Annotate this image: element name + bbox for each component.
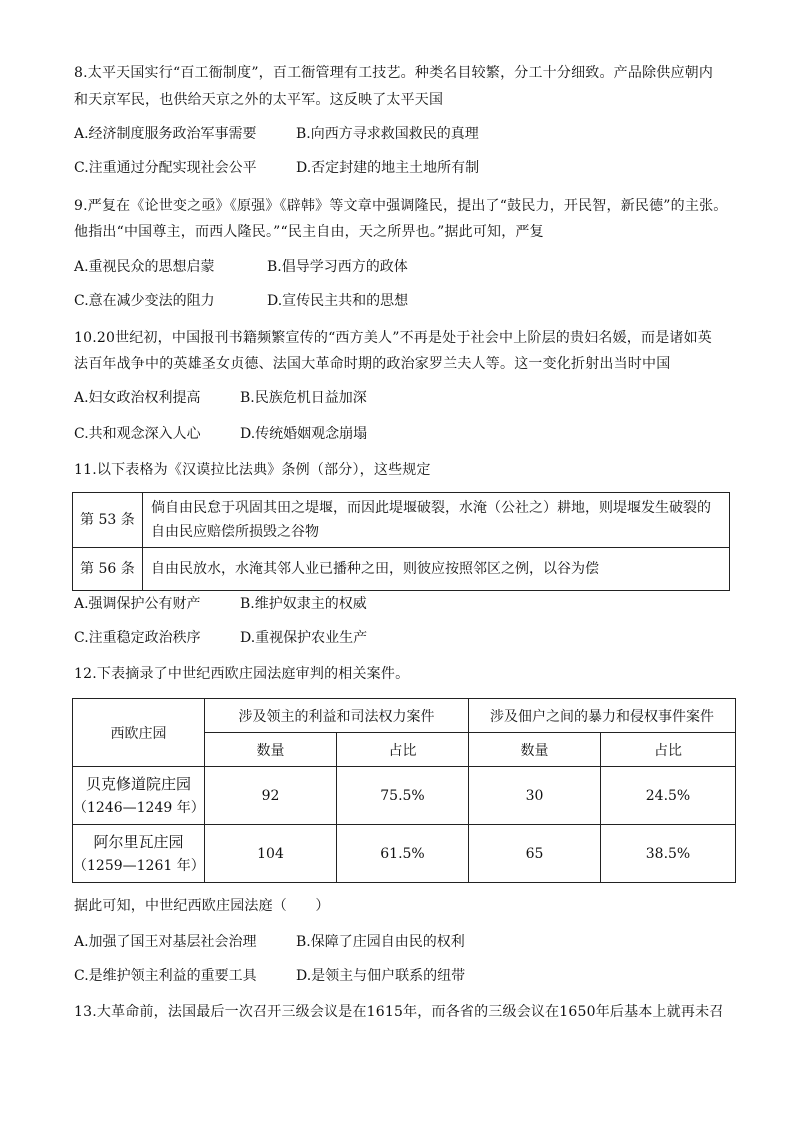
q13-stem-line1: 13.大革命前，法国最后一次召开三级会议是在1615年，而各省的三级会议在1650年后基本上就再未召 — [74, 1004, 724, 1020]
q11-option-a[interactable]: A.强调保护公有财产 — [74, 596, 201, 612]
manor-name: 贝克修道院庄园 — [85, 774, 191, 793]
q8-option-d[interactable]: D.否定封建的地主土地所有制 — [296, 160, 480, 176]
tenant-case-count: 30 — [469, 767, 601, 825]
q9-option-b[interactable]: B.倡导学习西方的政体 — [267, 259, 408, 275]
q8-option-b[interactable]: B.向西方寻求救国救民的真理 — [296, 126, 479, 142]
q12-option-a[interactable]: A.加强了国王对基层社会治理 — [74, 934, 257, 950]
q8-stem-line2: 和天京军民，也供给天京之外的太平军。这反映了太平天国 — [74, 92, 444, 108]
q11-stem: 11.以下表格为《汉谟拉比法典》条例（部分），这些规定 — [74, 462, 431, 478]
q10-option-a[interactable]: A.妇女政治权利提高 — [74, 390, 201, 406]
article-text-line: 自由民放水，水淹其邻人业已播种之田，则彼应按照邻区之例，以谷为偿 — [151, 561, 599, 577]
q10-stem-line2: 法百年战争中的英雄圣女贞德、法国大革命时期的政治家罗兰夫人等。这一变化折射出当时中国 — [74, 356, 671, 372]
tenant-case-count: 65 — [469, 825, 601, 883]
q8-option-a[interactable]: A.经济制度服务政治军事需要 — [74, 126, 257, 142]
manor-years: （1259—1261 年） — [73, 857, 205, 874]
q11-option-b[interactable]: B.维护奴隶主的权威 — [240, 596, 367, 612]
manor-name-cell — [73, 825, 205, 883]
manor-name: 阿尔里瓦庄园 — [93, 832, 184, 851]
q11-law-table — [72, 492, 730, 591]
table-row — [73, 493, 730, 548]
tenant-case-ratio: 24.5% — [601, 767, 736, 825]
table-row — [73, 767, 736, 825]
manor-years: （1246—1249 年） — [73, 799, 205, 816]
subheader-count: 数量 — [205, 733, 337, 767]
article-text-line: 倘自由民怠于巩固其田之堤堰，而因此堤堰破裂，水淹（公社之）耕地，则堤堰发生破裂的 — [151, 500, 711, 516]
q9-option-a[interactable]: A.重视民众的思想启蒙 — [74, 259, 215, 275]
article-number: 第 56 条 — [73, 548, 143, 591]
table-row — [73, 548, 730, 591]
q10-option-c[interactable]: C.共和观念深入人心 — [74, 426, 201, 442]
article-text-line: 自由民应赔偿所损毁之谷物 — [151, 524, 319, 540]
table-header-row — [73, 699, 736, 733]
q10-option-d[interactable]: D.传统婚姻观念崩塌 — [240, 426, 368, 442]
lord-case-ratio: 75.5% — [337, 767, 469, 825]
col-group-lord-cases: 涉及领主的利益和司法权力案件 — [205, 699, 469, 733]
article-text — [143, 548, 730, 591]
q12-option-b[interactable]: B.保障了庄园自由民的权利 — [296, 934, 465, 950]
q12-stem: 12.下表摘录了中世纪西欧庄园法庭审判的相关案件。 — [74, 666, 410, 682]
q12-question: 据此可知，中世纪西欧庄园法庭（ ） — [74, 898, 330, 914]
q12-option-c[interactable]: C.是维护领主利益的重要工具 — [74, 968, 257, 984]
q9-stem-line2: 他指出“中国尊主，而西人隆民。”“民主自由，天之所畀也。”据此可知，严复 — [74, 224, 544, 240]
subheader-ratio: 占比 — [337, 733, 469, 767]
q10-stem-line1: 10.20世纪初，中国报刊书籍频繁宣传的“西方美人”不再是处于社会中上阶层的贵妇名媛，而是诸如英 — [74, 330, 712, 346]
q12-option-d[interactable]: D.是领主与佃户联系的纽带 — [296, 968, 466, 984]
tenant-case-ratio: 38.5% — [601, 825, 736, 883]
col-header-manor: 西欧庄园 — [73, 699, 205, 767]
lord-case-count: 104 — [205, 825, 337, 883]
manor-name-cell — [73, 767, 205, 825]
q11-option-d[interactable]: D.重视保护农业生产 — [240, 630, 368, 646]
q8-stem-line1: 8.太平天国实行“百工衙制度”，百工衙管理有工技艺。种类名目较繁，分工十分细致。产品除供应朝内 — [74, 65, 714, 81]
q9-option-c[interactable]: C.意在减少变法的阻力 — [74, 293, 215, 309]
q9-option-d[interactable]: D.宣传民主共和的思想 — [267, 293, 409, 309]
subheader-ratio: 占比 — [601, 733, 736, 767]
lord-case-ratio: 61.5% — [337, 825, 469, 883]
table-row — [73, 825, 736, 883]
article-text — [143, 493, 730, 548]
article-number: 第 53 条 — [73, 493, 143, 548]
q9-stem-line1: 9.严复在《论世变之亟》《原强》《辟韩》等文章中强调隆民，提出了“鼓民力，开民智，新民德”的主张。 — [74, 198, 728, 214]
lord-case-count: 92 — [205, 767, 337, 825]
subheader-count: 数量 — [469, 733, 601, 767]
q8-option-c[interactable]: C.注重通过分配实现社会公平 — [74, 160, 257, 176]
col-group-tenant-cases: 涉及佃户之间的暴力和侵权事件案件 — [469, 699, 736, 733]
q10-option-b[interactable]: B.民族危机日益加深 — [240, 390, 367, 406]
q11-option-c[interactable]: C.注重稳定政治秩序 — [74, 630, 201, 646]
q12-manor-court-table — [72, 698, 736, 883]
